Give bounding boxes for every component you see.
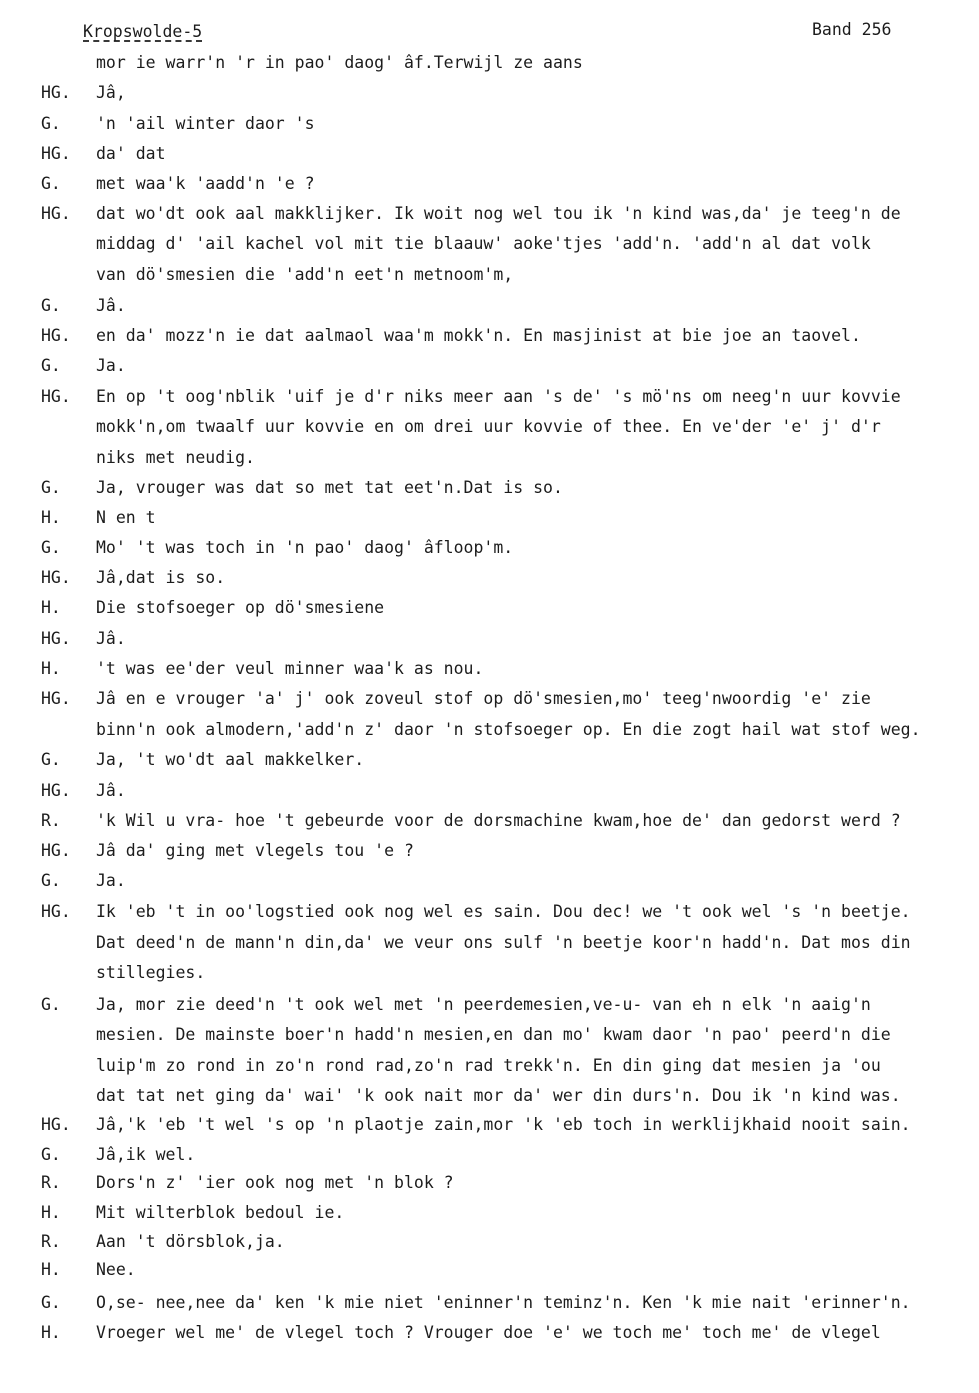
speaker-label: H. [41, 1323, 61, 1342]
line-text: Jâ. [96, 781, 126, 800]
speaker-label: G. [41, 538, 61, 557]
line-text: dat wo'dt ook aal makklijker. Ik woit nog wel tou ik 'n kind was,da' je teeg'n de [96, 204, 901, 223]
line-text: van dö'smesien die 'add'n eet'n metnoom'm, [96, 265, 514, 284]
speaker-label: R. [41, 1232, 61, 1251]
line-text: en da' mozz'n ie dat aalmaol waa'm mokk'n. En masjinist at bie joe an taovel. [96, 326, 861, 345]
line-text: Dors'n z' 'ier ook nog met 'n blok ? [96, 1173, 454, 1192]
line-text: Ja. [96, 356, 126, 375]
line-text: mokk'n,om twaalf uur kovvie en om drei uur kovvie of thee. En ve'der 'e' j' d'r [96, 417, 881, 436]
line-text: mor ie warr'n 'r in pao' daog' âf.Terwijl ze aans [96, 53, 583, 72]
speaker-label: G. [41, 356, 61, 375]
speaker-label: G. [41, 478, 61, 497]
line-text: luip'm zo rond in zo'n rond rad,zo'n rad trekk'n. En din ging dat mesien ja 'ou [96, 1056, 881, 1075]
line-text: Ja, 't wo'dt aal makkelker. [96, 750, 365, 769]
speaker-label: G. [41, 871, 61, 890]
line-text: O,se- nee,nee da' ken 'k mie niet 'eninner'n teminz'n. Ken 'k mie nait 'erinner'n. [96, 1293, 911, 1312]
line-text: Vroeger wel me' de vlegel toch ? Vrouger doe 'e' we toch me' toch me' de vlegel [96, 1323, 881, 1342]
speaker-label: HG. [41, 781, 71, 800]
speaker-label: G. [41, 750, 61, 769]
speaker-label: G. [41, 114, 61, 133]
page-header-band: Band 256 [812, 20, 892, 39]
speaker-label: HG. [41, 841, 71, 860]
line-text: Mo' 't was toch in 'n pao' daog' âfloop'm. [96, 538, 514, 557]
speaker-label: HG. [41, 204, 71, 223]
speaker-label: HG. [41, 1115, 71, 1134]
line-text: met waa'k 'aadd'n 'e ? [96, 174, 315, 193]
line-text: Die stofsoeger op dö'smesiene [96, 598, 385, 617]
speaker-label: G. [41, 174, 61, 193]
line-text: Mit wilterblok bedoul ie. [96, 1203, 345, 1222]
line-text: da' dat [96, 144, 166, 163]
speaker-label: H. [41, 598, 61, 617]
speaker-label: G. [41, 995, 61, 1014]
speaker-label: HG. [41, 689, 71, 708]
speaker-label: R. [41, 811, 61, 830]
line-text: Jâ,ik wel. [96, 1145, 196, 1164]
line-text: Jâ en e vrouger 'a' j' ook zoveul stof op dö'smesien,mo' teeg'nwoordig 'e' zie [96, 689, 871, 708]
line-text: Aan 't dörsblok,ja. [96, 1232, 285, 1251]
line-text: N en t [96, 508, 156, 527]
line-text: mesien. De mainste boer'n hadd'n mesien,en dan mo' kwam daor 'n pao' peerd'n die [96, 1025, 891, 1044]
line-text: Ja, vrouger was dat so met tat eet'n.Dat is so. [96, 478, 563, 497]
line-text: niks met neudig. [96, 448, 255, 467]
speaker-label: G. [41, 1293, 61, 1312]
speaker-label: H. [41, 659, 61, 678]
line-text: Ik 'eb 't in oo'logstied ook nog wel es sain. Dou dec! we 't ook wel 's 'n beetje. [96, 902, 911, 921]
speaker-label: H. [41, 508, 61, 527]
speaker-label: HG. [41, 326, 71, 345]
speaker-label: H. [41, 1260, 61, 1279]
line-text: Jâ da' ging met vlegels tou 'e ? [96, 841, 414, 860]
line-text: dat tat net ging da' wai' 'k ook nait mor da' wer din durs'n. Dou ik 'n kind was. [96, 1086, 901, 1105]
line-text: stillegies. [96, 963, 206, 982]
speaker-label: H. [41, 1203, 61, 1222]
line-text: Ja. [96, 871, 126, 890]
speaker-label: HG. [41, 83, 71, 102]
line-text: 'k Wil u vra- hoe 't gebeurde voor de dorsmachine kwam,hoe de' dan gedorst werd ? [96, 811, 901, 830]
speaker-label: HG. [41, 387, 71, 406]
line-text: Ja, mor zie deed'n 't ook wel met 'n peerdemesien,ve-u- van eh n elk 'n aaig'n [96, 995, 871, 1014]
line-text: 'n 'ail winter daor 's [96, 114, 315, 133]
line-text: middag d' 'ail kachel vol mit tie blaauw' aoke'tjes 'add'n. 'add'n al dat volk [96, 234, 871, 253]
speaker-label: G. [41, 1145, 61, 1164]
speaker-label: HG. [41, 629, 71, 648]
speaker-label: HG. [41, 144, 71, 163]
line-text: Jâ, [96, 83, 126, 102]
line-text: 't was ee'der veul minner waa'k as nou. [96, 659, 484, 678]
speaker-label: R. [41, 1173, 61, 1192]
speaker-label: HG. [41, 568, 71, 587]
line-text: Jâ. [96, 296, 126, 315]
line-text: Jâ. [96, 629, 126, 648]
page-header-title: Kropswolde-5 [83, 22, 203, 41]
speaker-label: G. [41, 296, 61, 315]
speaker-label: HG. [41, 902, 71, 921]
line-text: binn'n ook almodern,'add'n z' daor 'n stofsoeger op. En die zogt hail wat stof weg. [96, 720, 921, 739]
line-text: Dat deed'n de mann'n din,da' we veur ons sulf 'n beetje koor'n hadd'n. Dat mos din [96, 933, 911, 952]
line-text: Jâ,'k 'eb 't wel 's op 'n plaotje zain,mor 'k 'eb toch in werklijkhaid nooit sain. [96, 1115, 911, 1134]
line-text: Nee. [96, 1260, 136, 1279]
line-text: En op 't oog'nblik 'uif je d'r niks meer aan 's de' 's mö'ns om neeg'n uur kovvie [96, 387, 901, 406]
line-text: Jâ,dat is so. [96, 568, 226, 587]
